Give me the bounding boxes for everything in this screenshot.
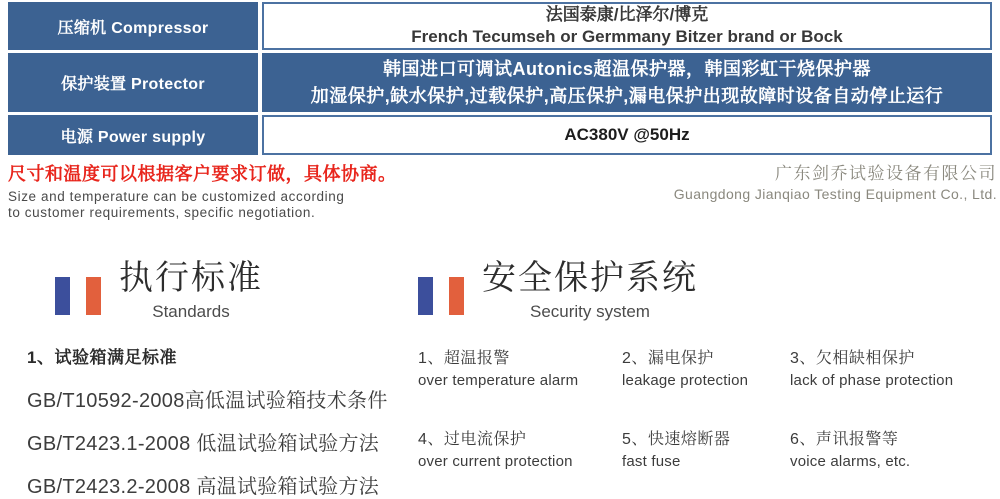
flag-white-stripe	[433, 277, 448, 315]
flag-white-stripe	[70, 277, 85, 315]
company-block	[674, 163, 997, 204]
value-line-cn: 法国泰康/比泽尔/博克	[545, 5, 709, 24]
security-title-en: Security system	[530, 302, 650, 321]
security-item-cn: 6、声讯报警等	[790, 431, 899, 448]
security-item-cn: 5、快速熔断器	[622, 431, 731, 448]
customization-note-cn: 尺寸和温度可以根据客户要求订做，具体协商。	[8, 164, 397, 184]
standard-item: GB/T2423.1-2008 低温试验箱试验方法	[27, 433, 380, 455]
row-label-protector: 保护装置 Protector	[8, 53, 258, 112]
standard-item: GB/T2423.2-2008 高温试验箱试验方法	[27, 476, 380, 498]
security-item-en: voice alarms, etc.	[790, 453, 911, 470]
customization-note-en	[8, 189, 344, 221]
flag-icon	[55, 277, 101, 315]
value-line-en: French Tecumseh or Germmany Bitzer brand or Bock	[411, 27, 843, 46]
security-item-en: fast fuse	[622, 453, 681, 470]
security-item-en: lack of phase protection	[790, 372, 954, 389]
flag-blue-stripe	[55, 277, 70, 315]
customization-note-en-line2: to customer requirements, specific negotiation.	[8, 205, 316, 220]
standard-item: GB/T10592-2008高低温试验箱技术条件	[27, 390, 388, 412]
value-line-1: 韩国进口可调试Autonics超温保护器，韩国彩虹干烧保护器	[383, 58, 871, 79]
flag-orange-stripe	[449, 277, 464, 315]
security-item-cn: 2、漏电保护	[622, 350, 714, 367]
value-line-power: AC380V @50Hz	[564, 125, 690, 144]
standards-title-en: Standards	[152, 302, 230, 321]
customization-note-en-line1: Size and temperature can be customized according	[8, 189, 345, 204]
standards-section-header	[55, 256, 263, 322]
flag-icon	[418, 277, 464, 315]
security-item-en: over current protection	[418, 453, 573, 470]
security-item-6	[790, 430, 953, 471]
company-name-en: Guangdong Jianqiao Testing Equipment Co., Ltd.	[673, 186, 997, 202]
security-title-block	[482, 256, 698, 322]
security-item-cn: 1、超温报警	[418, 350, 510, 367]
table-row-compressor	[8, 2, 992, 50]
row-value-protector	[262, 53, 992, 112]
security-grid	[418, 349, 953, 471]
standards-title-cn: 执行标准	[119, 259, 263, 297]
table-row-power-supply	[8, 115, 992, 155]
security-item-en: over temperature alarm	[418, 372, 579, 389]
flag-orange-stripe	[86, 277, 101, 315]
standards-heading: 1、试验箱满足标准	[27, 348, 177, 367]
security-item-en: leakage protection	[622, 372, 749, 389]
row-value-power-supply	[262, 115, 992, 155]
security-title-cn: 安全保护系统	[482, 259, 698, 297]
standards-title-block	[119, 256, 263, 322]
company-name-cn: 广东剑乔试验设备有限公司	[775, 164, 997, 183]
security-item-3	[790, 349, 953, 390]
security-item-1	[418, 349, 622, 390]
standards-list	[27, 348, 388, 497]
security-item-cn: 3、欠相缺相保护	[790, 350, 915, 367]
row-label-power-supply: 电源 Power supply	[8, 115, 258, 155]
row-label-compressor: 压缩机 Compressor	[8, 2, 258, 50]
security-item-4	[418, 430, 622, 471]
value-line-2: 加湿保护,缺水保护,过载保护,高压保护,漏电保护出现故障时设备自动停止运行	[310, 85, 944, 106]
spec-table	[8, 2, 992, 155]
security-section-header	[418, 256, 698, 322]
security-item-2	[622, 349, 790, 390]
table-row-protector	[8, 53, 992, 112]
security-item-cn: 4、过电流保护	[418, 431, 527, 448]
flag-blue-stripe	[418, 277, 433, 315]
security-item-5	[622, 430, 790, 471]
row-value-compressor	[262, 2, 992, 50]
